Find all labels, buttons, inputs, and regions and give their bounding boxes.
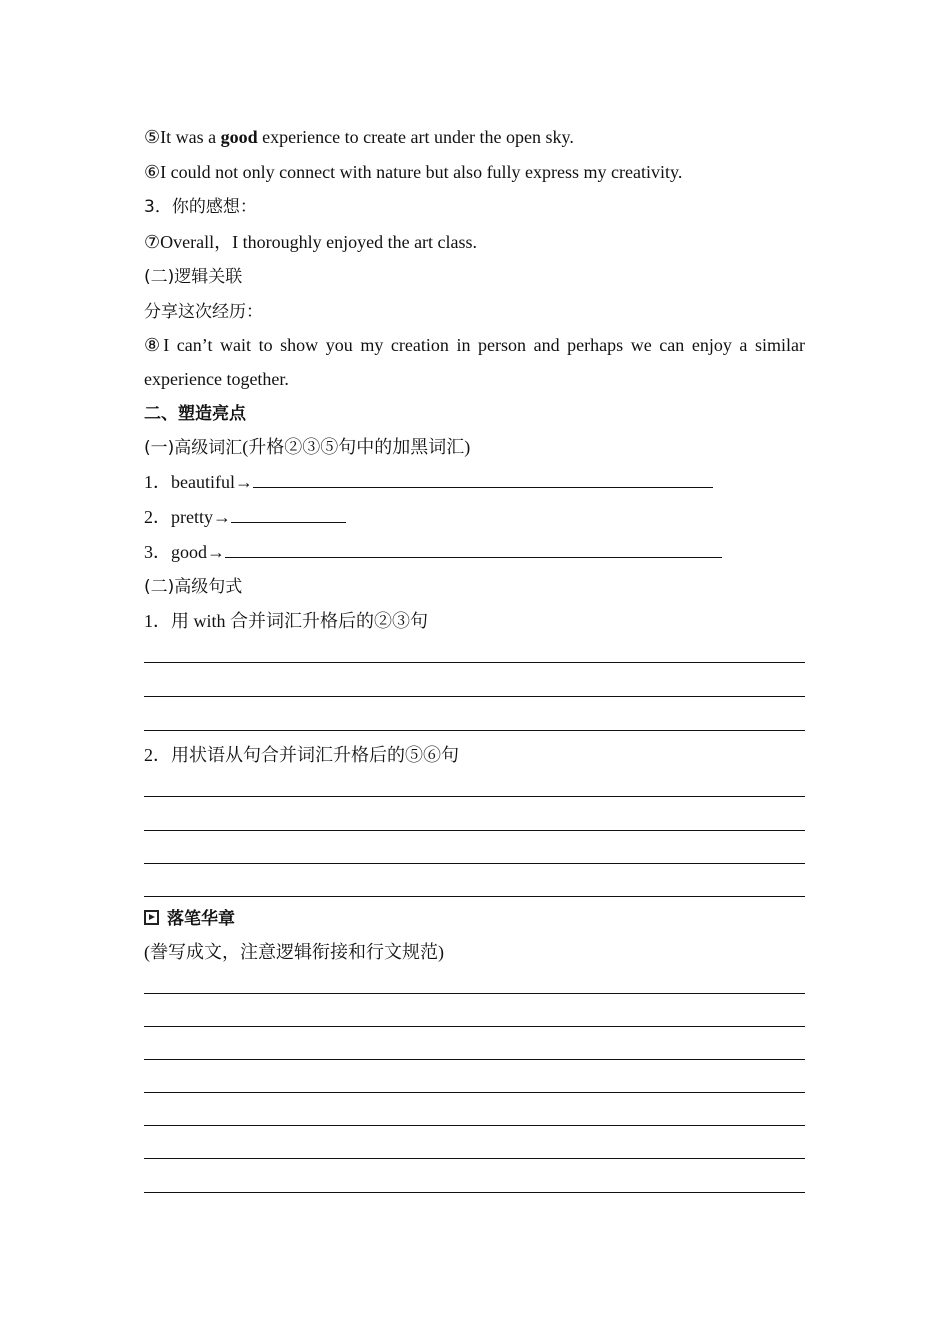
answer-blank[interactable] (231, 505, 346, 523)
pattern-task-2: 2．用状语从句合并词汇升格后的⑤⑥句 (144, 745, 459, 765)
sentence-7: ⑦Overall，I thoroughly enjoyed the art class. (144, 232, 478, 252)
arrow-icon: → (207, 542, 225, 562)
vocab-item-good: 3．good→ (144, 540, 722, 564)
item-3-heading: 3．你的感想： (144, 197, 257, 217)
final-section-title: 落笔华章 (144, 907, 235, 931)
vocab-item-beautiful: 1．beautiful→ (144, 470, 713, 494)
share-heading: 分享这次经历： (144, 302, 263, 322)
bold-word-good: good (220, 127, 258, 147)
answer-line[interactable] (144, 863, 805, 864)
sentence-8-line-2: experience together. (144, 369, 289, 389)
answer-blank[interactable] (253, 470, 713, 488)
pattern-task-1: 1．用 with 合并词汇升格后的②③句 (144, 611, 428, 631)
answer-line[interactable] (144, 696, 805, 697)
arrow-icon: → (234, 472, 253, 492)
sentence-8-line-1: ⑧I can’t wait to show you my creation in person and perhaps we can enjoy a similar (144, 335, 805, 355)
pattern-heading: (二)高级句式 (144, 577, 243, 597)
answer-line[interactable] (144, 830, 805, 831)
final-instruction: (誊写成文，注意逻辑衔接和行文规范) (144, 942, 444, 962)
vocab-heading-label: (一)高级词汇 (144, 438, 243, 458)
essay-line[interactable] (144, 1026, 805, 1027)
logic-heading: (二)逻辑关联 (144, 267, 243, 287)
answer-line[interactable] (144, 796, 805, 797)
essay-line[interactable] (144, 1158, 805, 1159)
answer-line[interactable] (144, 730, 805, 731)
play-marker-icon (144, 910, 159, 925)
arrow-icon: → (213, 507, 231, 527)
section-2-title: 二、塑造亮点 (144, 404, 246, 424)
essay-line[interactable] (144, 993, 805, 994)
vocab-heading-note: (升格②③⑤句中的加黑词汇) (242, 437, 471, 457)
answer-blank[interactable] (225, 540, 722, 558)
essay-line[interactable] (144, 1125, 805, 1126)
sentence-6: ⑥I could not only connect with nature but also fully express my creativity. (144, 162, 683, 182)
answer-line[interactable] (144, 662, 805, 663)
essay-line[interactable] (144, 1192, 805, 1193)
vocab-item-pretty: 2．pretty→ (144, 505, 346, 529)
answer-line[interactable] (144, 896, 805, 897)
vocab-heading (144, 435, 470, 459)
essay-line[interactable] (144, 1092, 805, 1093)
sentence-5: ⑤It was a good experience to create art under the open sky. (144, 127, 574, 147)
document-page (144, 0, 805, 1344)
essay-line[interactable] (144, 1059, 805, 1060)
